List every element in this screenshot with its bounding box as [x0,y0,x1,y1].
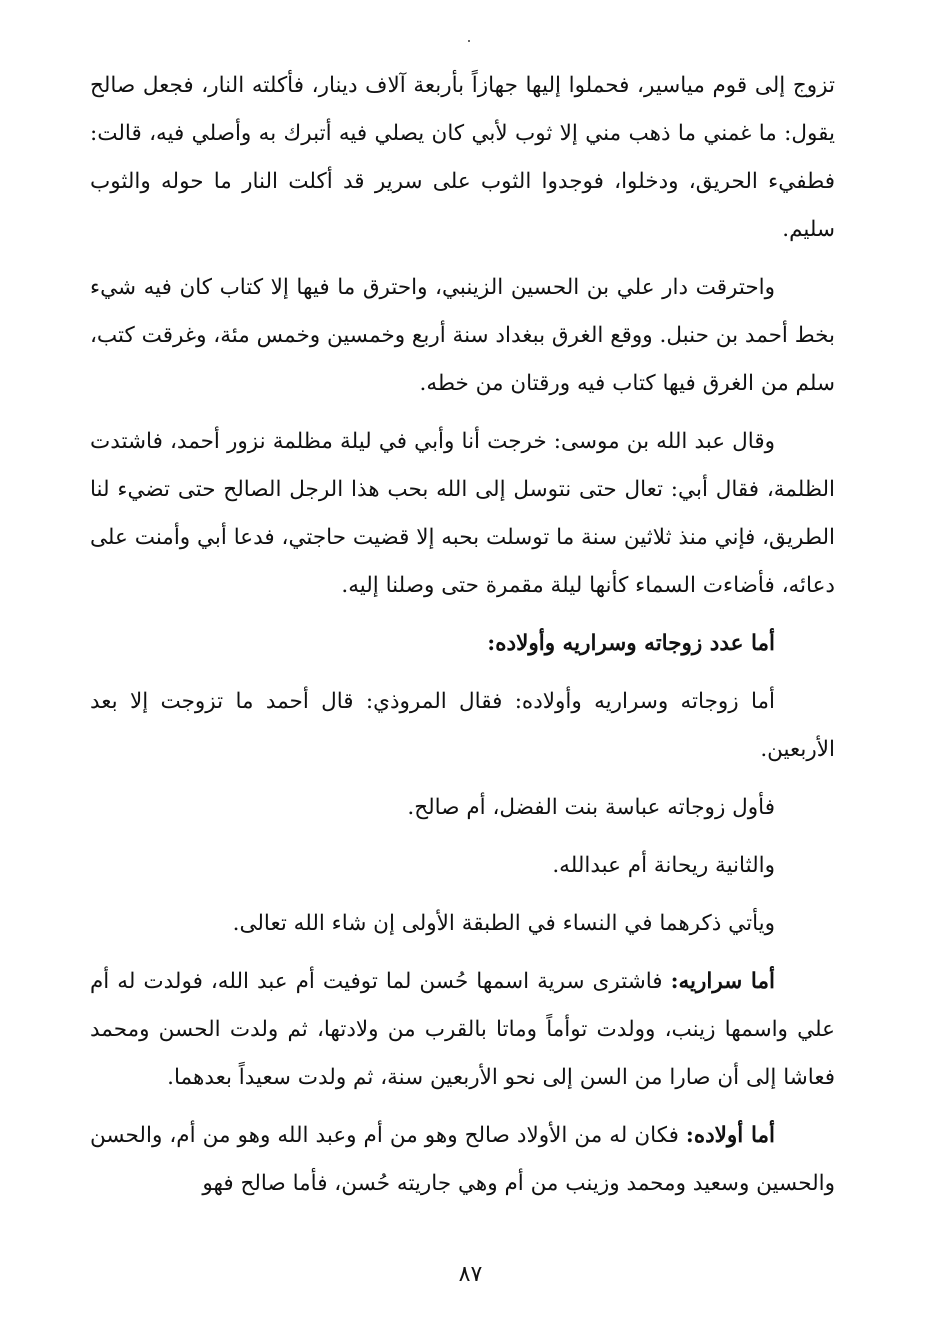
section-heading-wives-children: أما عدد زوجاته وسراريه وأولاده: [487,631,775,656]
concubines-lead: أما سراريه: [670,969,775,994]
paragraph-children [90,1112,835,1208]
paragraph-dark-night: وقال عبد الله بن موسى: خرجت أنا وأبي في ليلة مظلمة نزور أحمد، فاشتدت الظلمة، فقال أبي: تعال حتى نتوسل إلى الله بحب هذا الرجل الصالح حتى تضيء لنا الطريق، فإني منذ ثلاثين سنة ما توسلت بحبه إلا قضيت حاجتي، فدعا أبي وأمنت على دعائه، فأضاءت السماء كأنها ليلة مقمرة حتى وصلنا إليه. [90,429,835,598]
paragraph-concubines [90,958,835,1102]
paragraph-wedding-fire: تزوج إلى قوم مياسير، فحملوا إليها جهازاً بأربعة آلاف دينار، فأكلته النار، فجعل صالح يقول: ما غمني ما ذهب مني إلا ثوب لأبي كان يصلي فيه أتبرك به وأصلي فيه، قالت: فطفيء الحريق، ودخلوا، فوجدوا الثوب على سرير قد أكلت النار ما حوله والثوب سليم. [90,73,835,242]
paragraph-mention-later: ويأتي ذكرهما في النساء في الطبقة الأولى إن شاء الله تعالى. [232,911,775,936]
paragraph-second-wife: والثانية ريحانة أم عبدالله. [552,853,775,878]
paragraph-burned-house: واحترقت دار علي بن الحسين الزينبي، واحترق ما فيها إلا كتاب كان فيه شيء بخط أحمد بن حنبل. ووقع الغرق ببغداد سنة أربع وخمسين وخمس مئة، وغرقت كتب، سلم من الغرق فيها كتاب فيه ورقتان من خطه. [89,275,835,396]
paragraph-marriage-age: أما زوجاته وسراريه وأولاده: فقال المروذي: قال أحمد ما تزوجت إلا بعد الأربعين. [90,689,835,762]
children-text: فكان له من الأولاد صالح وهو من أم وعبد الله وهو من أم، والحسن والحسين وسعيد ومحمد وزينب من أم وهي جاريته حُسن، فأما صالح فهو [90,1123,835,1196]
page-number: ٨٧ [458,1262,483,1287]
concubines-text: فاشترى سرية اسمها حُسن لما توفيت أم عبد الله، فولدت له أم علي واسمها زينب، وولدت توأماً وماتا بالقرب من ولادتها، ثم ولدت الحسن ومحمد فعاشا إلى أن صارا من السن إلى نحو الأربعين سنة، ثم ولدت سعيداً بعدهما. [90,969,835,1090]
children-lead: أما أولاده: [685,1123,775,1148]
document-body [90,62,835,1218]
paragraph-first-wife: فأول زوجاته عباسة بنت الفضل، أم صالح. [407,795,775,820]
scan-mark [468,40,470,42]
